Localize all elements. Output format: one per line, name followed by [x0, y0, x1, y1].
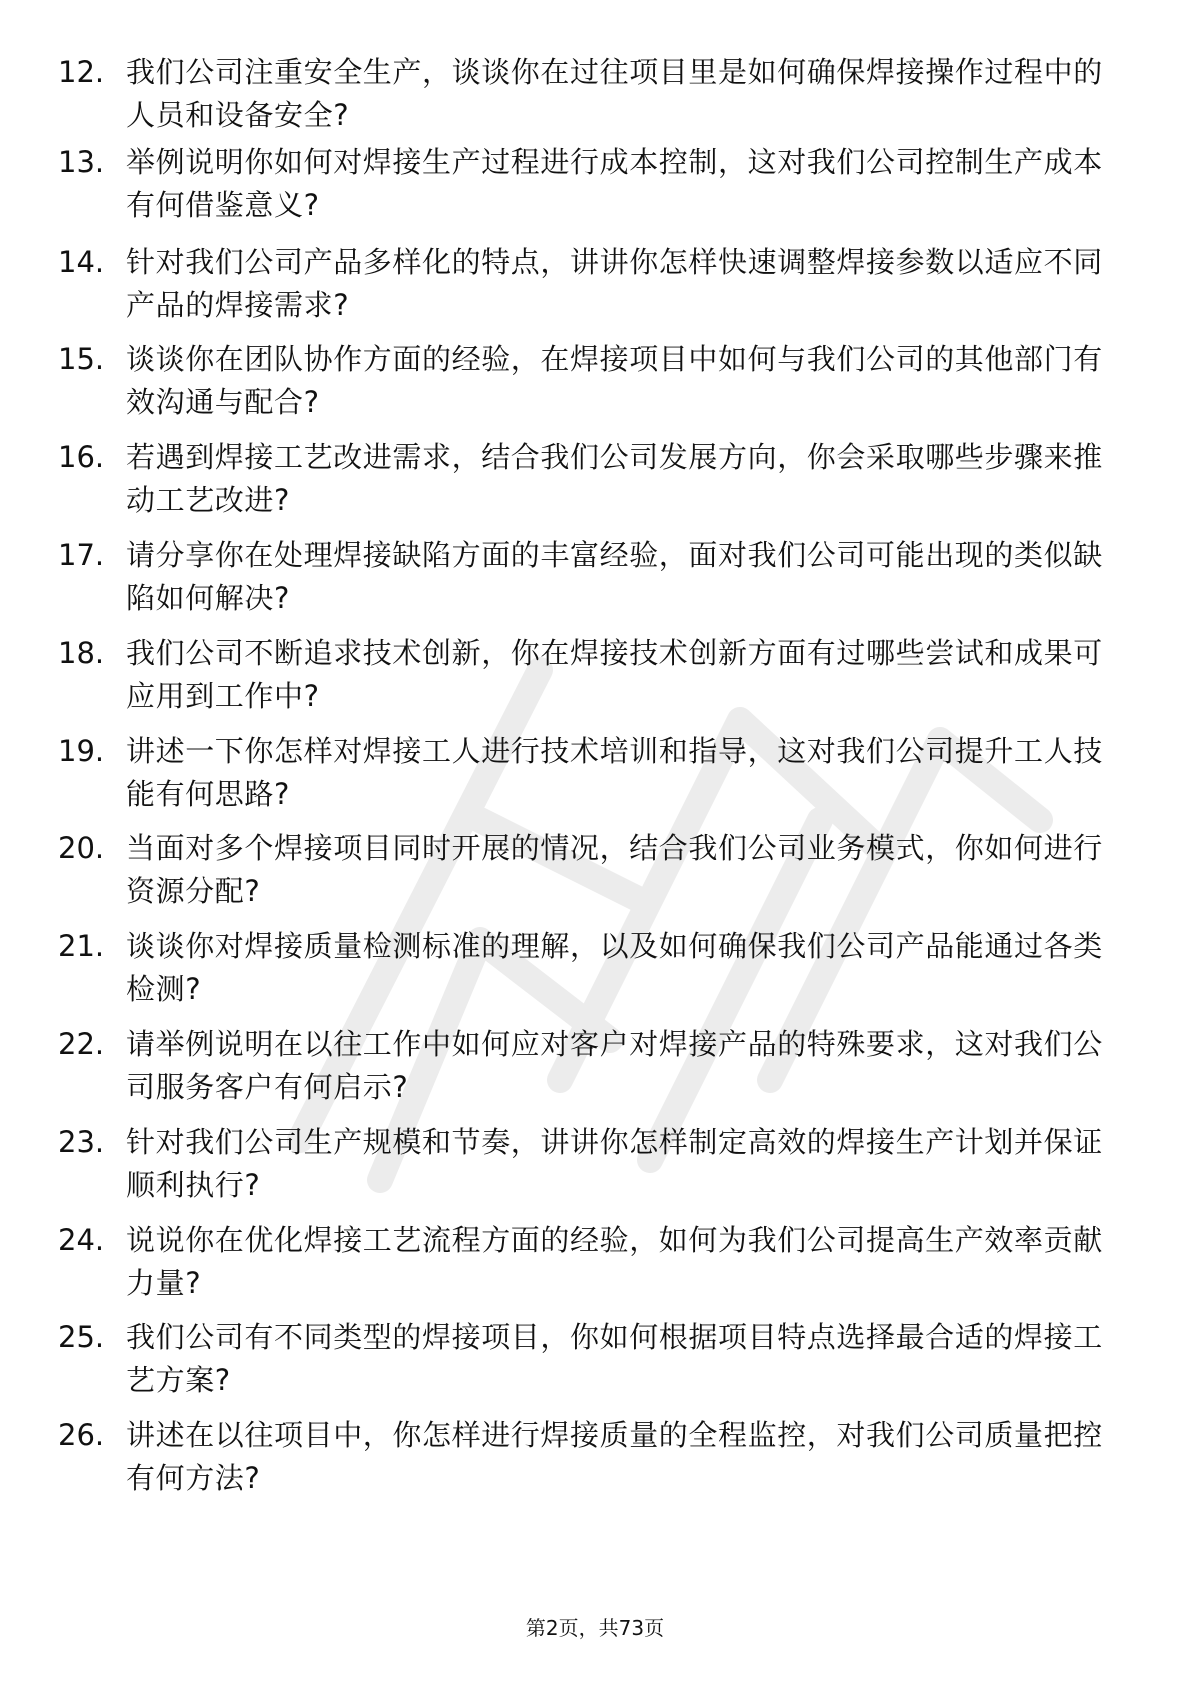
list-item	[58, 338, 1128, 436]
question-number: 23.	[58, 1125, 105, 1159]
question-text: 我们公司有不同类型的焊接项目，你如何根据项目特点选择最合适的焊接工艺方案?	[126, 1320, 1103, 1397]
list-item	[58, 1121, 1128, 1219]
list-item	[58, 241, 1128, 339]
question-number: 16.	[58, 440, 105, 474]
list-item	[58, 141, 1128, 239]
question-text: 针对我们公司产品多样化的特点，讲讲你怎样快速调整焊接参数以适应不同产品的焊接需求?	[126, 245, 1103, 322]
list-item	[58, 534, 1128, 632]
question-number: 22.	[58, 1027, 105, 1061]
list-item	[58, 436, 1128, 534]
question-text: 针对我们公司生产规模和节奏，讲讲你怎样制定高效的焊接生产计划并保证顺利执行?	[126, 1125, 1103, 1202]
list-item	[58, 1316, 1128, 1414]
question-number: 20.	[58, 831, 105, 865]
question-number: 19.	[58, 734, 105, 768]
page-footer: 第2页，共73页	[525, 1616, 665, 1640]
question-text: 请分享你在处理焊接缺陷方面的丰富经验，面对我们公司可能出现的类似缺陷如何解决?	[126, 538, 1103, 615]
list-item	[58, 827, 1128, 925]
question-number: 26.	[58, 1418, 105, 1452]
question-number: 24.	[58, 1223, 105, 1257]
question-number: 14.	[58, 245, 105, 279]
list-item	[58, 1414, 1128, 1512]
list-item	[58, 1219, 1128, 1317]
question-text: 当面对多个焊接项目同时开展的情况，结合我们公司业务模式，你如何进行资源分配?	[126, 831, 1103, 908]
question-number: 15.	[58, 342, 105, 376]
list-item	[58, 1023, 1128, 1121]
question-number: 13.	[58, 145, 105, 179]
list-item	[58, 51, 1128, 149]
list-item	[58, 730, 1128, 828]
question-number: 18.	[58, 636, 105, 670]
question-number: 17.	[58, 538, 105, 572]
question-text: 举例说明你如何对焊接生产过程进行成本控制，这对我们公司控制生产成本有何借鉴意义?	[126, 145, 1103, 222]
list-item	[58, 632, 1128, 730]
list-item	[58, 925, 1128, 1023]
question-text: 谈谈你在团队协作方面的经验，在焊接项目中如何与我们公司的其他部门有效沟通与配合?	[126, 342, 1103, 419]
question-text: 我们公司不断追求技术创新，你在焊接技术创新方面有过哪些尝试和成果可应用到工作中?	[126, 636, 1103, 713]
question-number: 12.	[58, 55, 105, 89]
question-text: 说说你在优化焊接工艺流程方面的经验，如何为我们公司提高生产效率贡献力量?	[126, 1223, 1103, 1300]
question-number: 21.	[58, 929, 105, 963]
question-text: 我们公司注重安全生产，谈谈你在过往项目里是如何确保焊接操作过程中的人员和设备安全?	[126, 55, 1103, 132]
question-text: 谈谈你对焊接质量检测标准的理解，以及如何确保我们公司产品能通过各类检测?	[126, 929, 1103, 1006]
question-text: 讲述在以往项目中，你怎样进行焊接质量的全程监控，对我们公司质量把控有何方法?	[126, 1418, 1103, 1495]
question-number: 25.	[58, 1320, 105, 1354]
question-text: 若遇到焊接工艺改进需求，结合我们公司发展方向，你会采取哪些步骤来推动工艺改进?	[126, 440, 1103, 517]
question-text: 讲述一下你怎样对焊接工人进行技术培训和指导，这对我们公司提升工人技能有何思路?	[126, 734, 1103, 811]
question-text: 请举例说明在以往工作中如何应对客户对焊接产品的特殊要求，这对我们公司服务客户有何启示?	[126, 1027, 1103, 1104]
